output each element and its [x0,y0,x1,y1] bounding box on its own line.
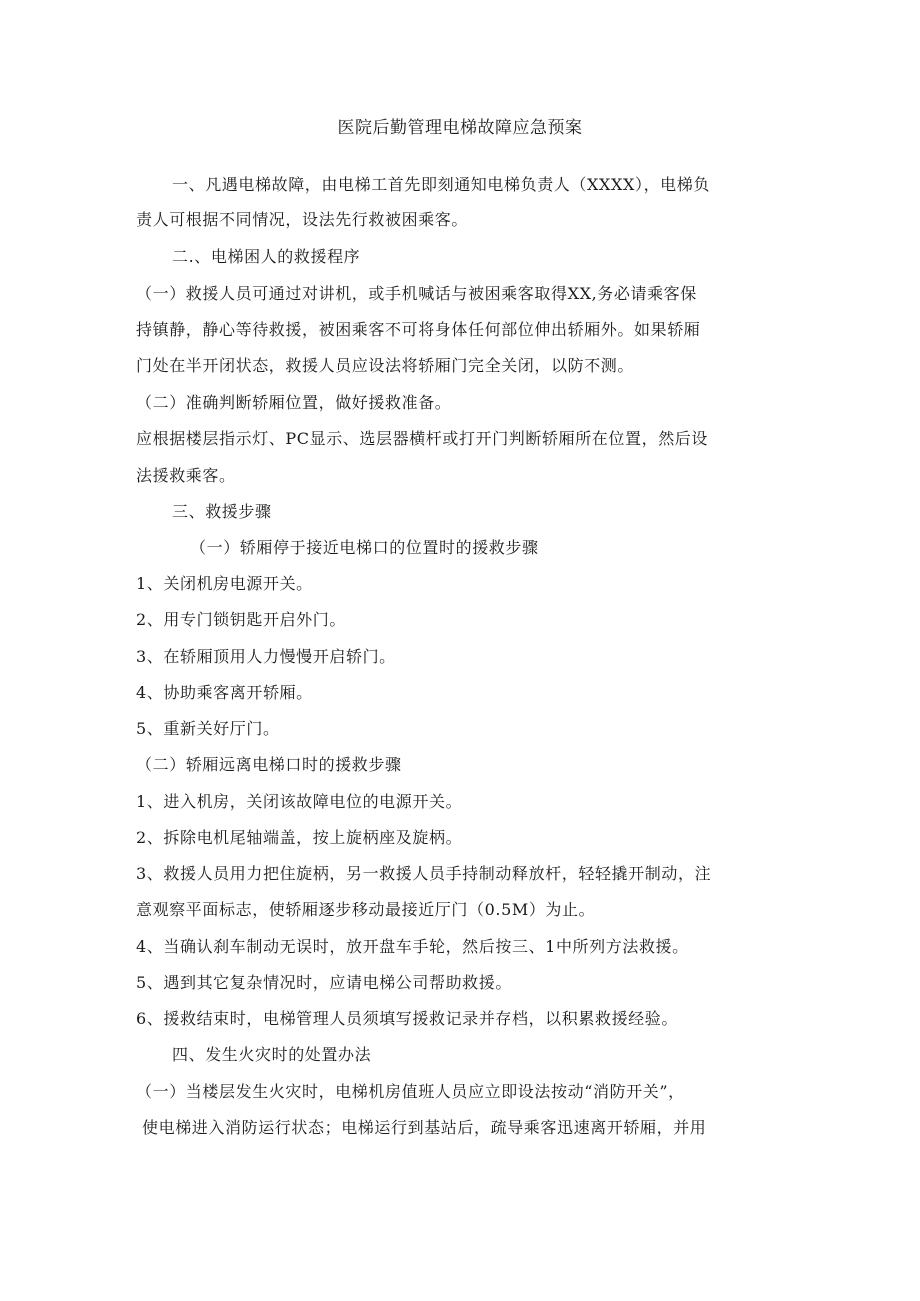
document-title: 医院后勤管理电梯故障应急预案 [337,118,583,138]
list-item: 4、当确认刹车制动无误时，放开盘车手轮，然后按三、1中所列方法救援。 [136,937,689,956]
list-item-continuation: 意观察平面标志，使轿厢逐步移动最接近厅门（0.5M）为止。 [136,900,596,919]
section-heading: 三、救援步骤 [172,502,272,521]
paragraph-line: 法援救乘客。 [136,466,236,485]
paragraph-line: （二）准确判断轿厢位置，做好援救准备。 [136,393,452,412]
paragraph-line: 一、凡遇电梯故障，由电梯工首先即刻通知电梯负责人（XXXX），电梯负 [172,175,710,194]
paragraph-line: （一）救援人员可通过对讲机，或手机喊话与被困乘客取得XX,务必请乘客保 [136,284,697,303]
list-item: 2、拆除电机尾轴端盖，按上旋柄座及旋柄。 [136,828,463,847]
list-item: 5、重新关好厅门。 [136,719,280,738]
list-item: 1、进入机房，关闭该故障电位的电源开关。 [136,792,463,811]
paragraph-line: 责人可根据不同情况，设法先行救被困乘客。 [136,210,469,229]
list-item: 2、用专门锁钥匙开启外门。 [136,610,346,629]
list-item: 5、遇到其它复杂情况时，应请电梯公司帮助救援。 [136,973,512,992]
list-item: 3、在轿厢顶用人力慢慢开启轿门。 [136,647,396,666]
list-item: 6、援救结束时，电梯管理人员须填写援救记录并存档，以积累救援经验。 [136,1009,678,1028]
list-item: 3、救援人员用力把住旋柄，另一救援人员手持制动释放杆，轻轻撬开制动，注 [136,864,712,883]
paragraph-line: （一）当楼层发生火灾时，电梯机房值班人员应立即设法按动“消防开关”， [136,1082,685,1101]
section-heading: 二.、电梯困人的救援程序 [172,247,361,266]
subsection-heading: （一）轿厢停于接近电梯口的位置时的援救步骤 [190,538,539,557]
paragraph-line: 门处在半开闭状态，救援人员应设法将轿厢门完全关闭，以防不测。 [136,356,635,375]
list-item: 1、关闭机房电源开关。 [136,574,313,593]
subsection-heading: （二）轿厢远离电梯口时的援救步骤 [136,755,402,774]
paragraph-line: 应根据楼层指示灯、PC显示、选层器横杆或打开门判断轿厢所在位置，然后设 [136,429,709,448]
paragraph-line: 使电梯进入消防运行状态；电梯运行到基站后，疏导乘客迅速离开轿厢，并用 [142,1118,707,1137]
paragraph-line: 持镇静，静心等待救援，被困乘客不可将身体任何部位伸出轿厢外。如果轿厢 [136,320,701,339]
section-heading: 四、发生火灾时的处置办法 [172,1045,372,1064]
list-item: 4、协助乘客离开轿厢。 [136,683,313,702]
